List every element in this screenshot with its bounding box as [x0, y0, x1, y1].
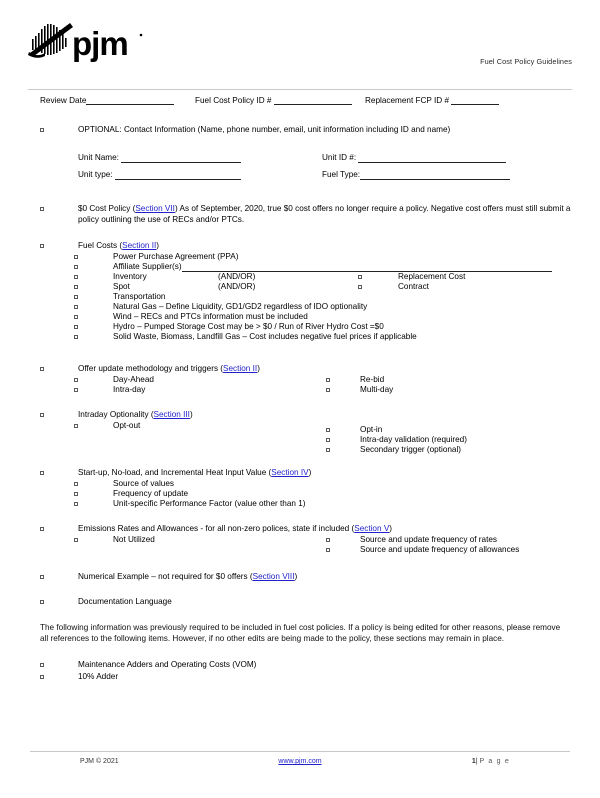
replacement-fcp-id-input[interactable]: [451, 96, 499, 105]
review-date-label: Review Date: [40, 96, 87, 105]
link-pjm-website[interactable]: www.pjm.com: [278, 758, 322, 765]
legacy-item-ten-percent-adder: 10% Adder: [78, 672, 119, 681]
footer-page-number: 1: [471, 758, 476, 765]
footer-page-word: P a g e: [479, 758, 510, 765]
checkbox-intra-day-validation[interactable]: [326, 438, 330, 442]
checkbox-documentation-language[interactable]: [40, 600, 44, 604]
offer-update-heading: [78, 363, 260, 374]
spot-andor: (AND/OR): [218, 282, 256, 291]
checkbox-wind[interactable]: [74, 315, 78, 319]
checkbox-spot[interactable]: [74, 285, 78, 289]
unit-name-row: [78, 152, 241, 163]
checkbox-opt-out[interactable]: [74, 424, 78, 428]
document-body: [40, 96, 570, 685]
numerical-example-suffix: ): [294, 572, 298, 581]
checkbox-day-ahead[interactable]: [74, 378, 78, 382]
fuel-cost-policy-id-input[interactable]: [274, 96, 352, 105]
emissions-heading-prefix: Emissions Rates and Allowances - for all non-zero polices, state if included (: [78, 524, 355, 533]
checkbox-hydro[interactable]: [74, 325, 78, 329]
heat-input-heading-prefix: Start-up, No-load, and Incremental Heat Input Value (: [78, 468, 272, 477]
affiliate-supplier-label: Affiliate Supplier(s): [113, 262, 182, 271]
checkbox-inventory[interactable]: [74, 275, 78, 279]
checkbox-ppa[interactable]: [74, 255, 78, 259]
fuel-costs-item-replacement-cost: Replacement Cost: [398, 272, 466, 281]
svg-text:pjm: pjm: [72, 25, 128, 62]
checkbox-opt-in[interactable]: [326, 428, 330, 432]
numerical-example-prefix: Numerical Example – not required for $0 offers (: [78, 572, 253, 581]
checkbox-source-of-values[interactable]: [74, 482, 78, 486]
checkbox-source-allowances[interactable]: [326, 548, 330, 552]
unit-id-input[interactable]: [358, 154, 506, 163]
intraday-optionality-item-opt-out: Opt-out: [113, 421, 141, 430]
checkbox-emissions[interactable]: [40, 527, 44, 531]
footer-website: [278, 758, 321, 765]
emissions-heading: [78, 523, 392, 534]
offer-update-heading-prefix: Offer update methodology and triggers (: [78, 364, 224, 373]
checkbox-multi-day[interactable]: [326, 388, 330, 392]
intraday-optionality-item-secondary-trigger: Secondary trigger (optional): [360, 445, 462, 454]
checkbox-numerical-example[interactable]: [40, 575, 44, 579]
legacy-item-maintenance-adders: Maintenance Adders and Operating Costs (VOM): [78, 660, 257, 669]
link-section-iii[interactable]: Section III: [153, 410, 190, 419]
link-section-ii-offer-update[interactable]: Section II: [223, 364, 258, 373]
link-section-v[interactable]: Section V: [354, 524, 390, 533]
checkbox-natural-gas[interactable]: [74, 305, 78, 309]
page-header: [28, 22, 572, 70]
footer-copyright: PJM © 2021: [80, 758, 119, 765]
link-section-ii-fuel-costs[interactable]: Section II: [122, 241, 157, 250]
checkbox-ten-percent-adder[interactable]: [40, 675, 44, 679]
offer-update-item-day-ahead: Day-Ahead: [113, 375, 154, 384]
checkbox-re-bid[interactable]: [326, 378, 330, 382]
emissions-item-not-utilized: Not Utilized: [113, 535, 155, 544]
identification-line: [40, 96, 570, 112]
checkbox-source-rates[interactable]: [326, 538, 330, 542]
heat-input-item-source-of-values: Source of values: [113, 479, 174, 488]
heat-input-heading: [78, 467, 311, 478]
zero-cost-policy-prefix: $0 Cost Policy (: [78, 204, 136, 213]
link-section-vii[interactable]: Section VII: [135, 204, 175, 213]
header-title: Fuel Cost Policy Guidelines: [480, 57, 572, 66]
checkbox-fuel-costs[interactable]: [40, 244, 44, 248]
optional-contact-heading: OPTIONAL: Contact Information (Name, phone number, email, unit information including ID and name): [78, 125, 451, 134]
fuel-costs-item-natural-gas: Natural Gas – Define Liquidity, GD1/GD2 regardless of IDO optionality: [113, 302, 368, 311]
fuel-costs-item-solid-waste: Solid Waste, Biomass, Landfill Gas – Cost includes negative fuel prices if applicable: [113, 332, 417, 341]
unit-type-label: Unit type:: [78, 170, 113, 179]
heat-input-item-frequency-of-update: Frequency of update: [113, 489, 189, 498]
offer-update-item-intra-day: Intra-day: [113, 385, 146, 394]
fuel-costs-item-ppa: Power Purchase Agreement (PPA): [113, 252, 239, 261]
heat-input-item-performance-factor: Unit-specific Performance Factor (value other than 1): [113, 499, 306, 508]
offer-update-item-re-bid: Re-bid: [360, 375, 385, 384]
pjm-logo-icon: [28, 22, 146, 64]
replacement-fcp-id-label: Replacement FCP ID #: [365, 96, 450, 105]
unit-type-row: [78, 169, 241, 180]
footer-divider: [30, 751, 570, 752]
offer-update-heading-suffix: ): [257, 364, 260, 373]
checkbox-optional-contact[interactable]: [40, 128, 44, 132]
fuel-costs-item-transportation: Transportation: [113, 292, 166, 301]
intraday-optionality-item-intra-day-validation: Intra-day validation (required): [360, 435, 467, 444]
checkbox-heat-input[interactable]: [40, 471, 44, 475]
fuel-costs-item-inventory: Inventory: [113, 272, 147, 281]
link-section-viii[interactable]: Section VIII: [252, 572, 295, 581]
intraday-optionality-heading: [78, 409, 193, 420]
emissions-item-source-allowances: Source and update frequency of allowances: [360, 545, 520, 554]
intraday-optionality-heading-suffix: ): [189, 410, 193, 419]
inventory-andor: (AND/OR): [218, 272, 256, 281]
link-section-iv[interactable]: Section IV: [271, 468, 309, 477]
zero-cost-policy-body: ) As of September, 2020, true $0 cost offers no longer require a policy. Negative cost offers must still submit a policy outlining the use of RECs and/or PTCs.: [78, 204, 571, 224]
emissions-item-source-rates: Source and update frequency of rates: [360, 535, 498, 544]
intraday-optionality-item-opt-in: Opt-in: [360, 425, 383, 434]
checkbox-not-utilized[interactable]: [74, 538, 78, 542]
unit-name-input[interactable]: [121, 154, 241, 163]
fuel-costs-heading-prefix: Fuel Costs (: [78, 241, 123, 250]
footer-page-separator: |: [475, 758, 478, 765]
fuel-costs-item-affiliate-supplier: [113, 261, 552, 272]
fuel-cost-policy-id-label: Fuel Cost Policy ID #: [195, 96, 272, 105]
fuel-costs-heading: [78, 240, 159, 251]
checkbox-intra-day[interactable]: [74, 388, 78, 392]
page-footer: [30, 758, 570, 772]
checkbox-affiliate-supplier[interactable]: [74, 265, 78, 269]
checkbox-intraday-optionality[interactable]: [40, 413, 44, 417]
unit-id-label: Unit ID #:: [322, 153, 357, 162]
fuel-costs-item-hydro: Hydro – Pumped Storage Cost may be > $0 / Run of River Hydro Cost =$0: [113, 322, 384, 331]
checkbox-frequency-of-update[interactable]: [74, 492, 78, 496]
offer-update-item-multi-day: Multi-day: [360, 385, 394, 394]
numerical-example-text: [78, 571, 297, 582]
fuel-type-row: [322, 169, 510, 180]
emissions-heading-suffix: ): [389, 524, 393, 533]
document-page: [0, 22, 600, 798]
checkbox-offer-update[interactable]: [40, 367, 44, 371]
footer-page-indicator: [472, 758, 510, 765]
header-divider: [28, 89, 572, 90]
fuel-costs-item-spot: Spot: [113, 282, 130, 291]
checkbox-zero-cost-policy[interactable]: [40, 207, 44, 211]
checkbox-maintenance-adders[interactable]: [40, 663, 44, 667]
fuel-type-input[interactable]: [360, 171, 510, 180]
checkbox-transportation[interactable]: [74, 295, 78, 299]
unit-type-input[interactable]: [115, 171, 241, 180]
checkbox-replacement-cost[interactable]: [358, 275, 362, 279]
checkbox-performance-factor[interactable]: [74, 502, 78, 506]
unit-id-row: [322, 152, 506, 163]
fuel-costs-item-wind: Wind – RECs and PTCs information must be included: [113, 312, 308, 321]
fuel-costs-item-contract: Contract: [398, 282, 429, 291]
documentation-language-label: Documentation Language: [78, 597, 172, 606]
checkbox-solid-waste[interactable]: [74, 335, 78, 339]
fuel-type-label: Fuel Type:: [322, 170, 361, 179]
intraday-optionality-heading-prefix: Intraday Optionality (: [78, 410, 154, 419]
heat-input-heading-suffix: ): [308, 468, 312, 477]
pjm-logo: [28, 22, 148, 64]
checkbox-secondary-trigger[interactable]: [326, 448, 330, 452]
zero-cost-policy-text: [78, 203, 574, 225]
unit-name-label: Unit Name:: [78, 153, 119, 162]
review-date-input[interactable]: [86, 96, 174, 105]
checkbox-contract[interactable]: [358, 285, 362, 289]
legacy-notice-paragraph: The following information was previously required to be included in fuel cost policies. If a policy is being edited for other reasons, please remove all references to the following items. However, if no other edits are being made to the policy, these sections may remain in place.: [40, 623, 561, 643]
fuel-costs-heading-suffix: ): [156, 241, 160, 250]
